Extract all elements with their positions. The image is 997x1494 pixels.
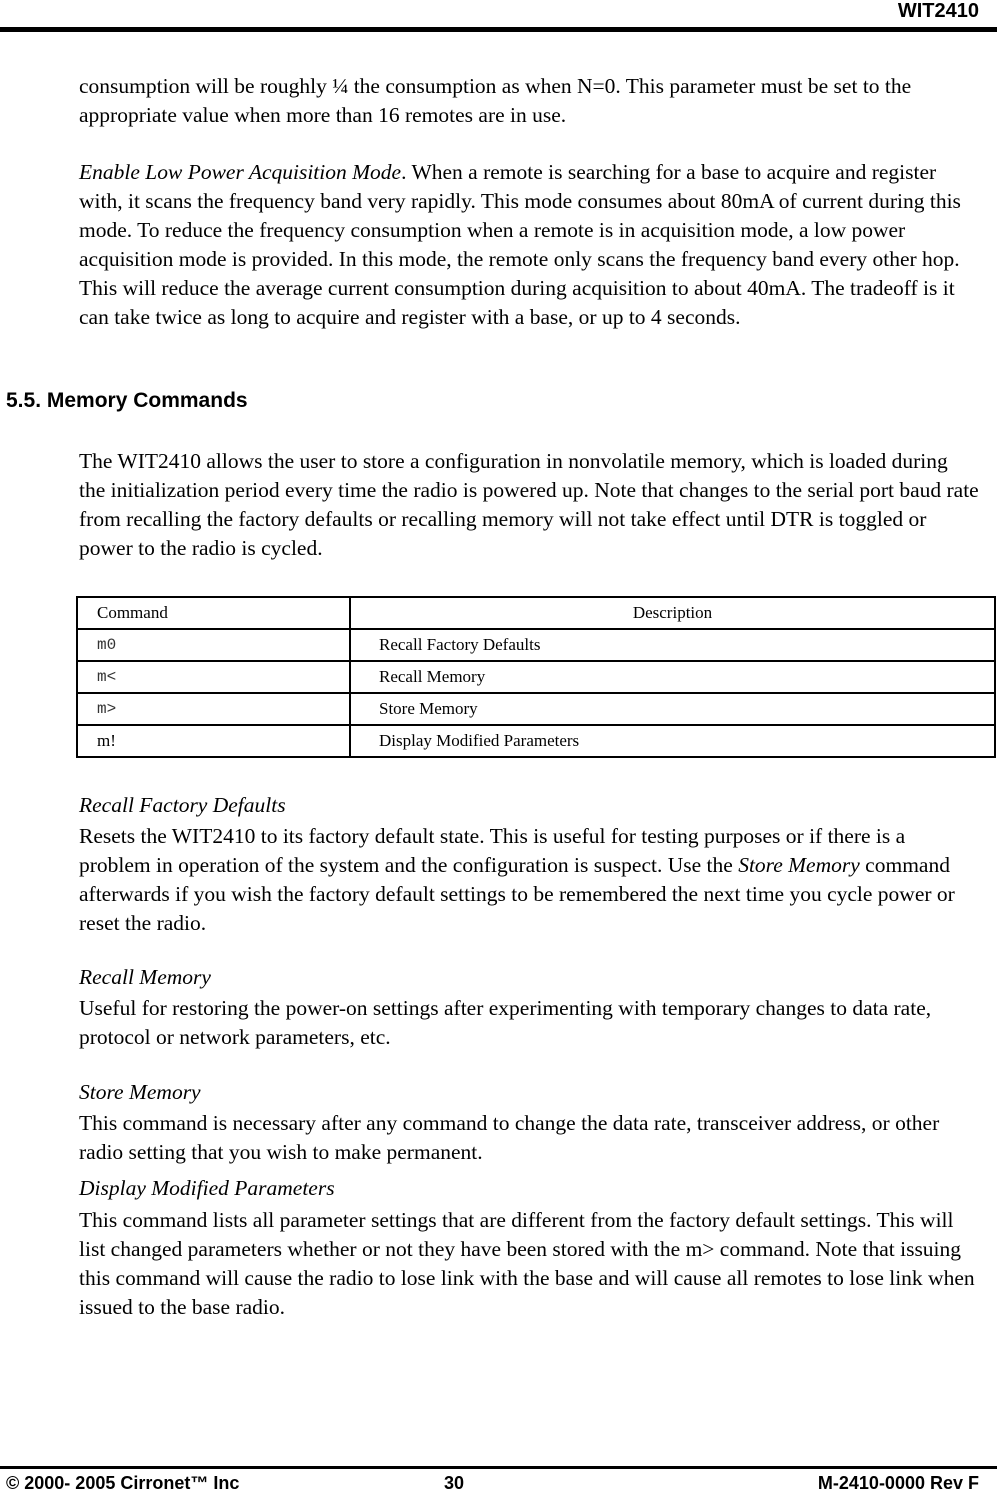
footer-page-number: 30 (444, 1473, 465, 1493)
recall-memory-title: Recall Memory (79, 965, 211, 989)
table-row (77, 693, 995, 725)
low-power-mode-body: . When a remote is searching for a base to acquire and register with, it scans the frequency band very rapidly. This mode consumes about 80mA of current during this mode. To reduce the frequency consumption when a remote is in acquisition mode, a low power acquisition mode is provided. In this mode, the remote only scans the frequency band every other hop. This will reduce the average current consumption during acquisition to about 40mA. The tradeoff is it can take twice as long to acquire and register with a base, or up to 4 seconds. (79, 160, 961, 329)
store-memory-body: This command is necessary after any command to change the data rate, transceiver address, or other radio setting that you wish to make permanent. (79, 1111, 940, 1164)
low-power-mode-title: Enable Low Power Acquisition Mode (79, 160, 402, 184)
table-header-row (77, 597, 995, 629)
table-row (77, 661, 995, 693)
intro-paragraph-2 (79, 158, 979, 332)
description-cell: Display Modified Parameters (350, 725, 995, 757)
store-memory-title: Store Memory (79, 1080, 201, 1104)
command-cell: m! (77, 725, 350, 757)
section-intro: The WIT2410 allows the user to store a configuration in nonvolatile memory, which is loaded during the initialization period every time the radio is powered up. Note that changes to the serial port baud rate from recalling the factory defaults or recalling memory will not take effect until DTR is toggled or power to the radio is cycled. (79, 449, 979, 560)
footer-rule (0, 1466, 997, 1469)
section-heading: 5.5. Memory Commands (6, 389, 248, 412)
description-cell: Recall Factory Defaults (350, 629, 995, 661)
description-cell: Store Memory (350, 693, 995, 725)
recall-defaults-title: Recall Factory Defaults (79, 793, 286, 817)
table-row (77, 629, 995, 661)
footer-doc-id: M-2410-0000 Rev F (817, 1473, 979, 1493)
display-modified-title: Display Modified Parameters (79, 1176, 335, 1200)
command-cell: m> (77, 693, 350, 725)
recall-defaults-body (79, 822, 979, 938)
description-cell: Recall Memory (350, 661, 995, 693)
recall-memory-body: Useful for restoring the power-on settings after experimenting with temporary changes to data rate, protocol or network parameters, etc. (79, 996, 932, 1049)
recall-defaults-text-b: command afterwards if you wish the factory default settings to be remembered the next time you cycle power or reset the radio. (79, 853, 955, 935)
memory-commands-table (76, 596, 996, 758)
footer-copyright: © 2000- 2005 Cirronet™ Inc (6, 1473, 240, 1493)
store-memory-reference: Store Memory (738, 853, 860, 877)
table-header-description: Description (350, 597, 995, 629)
intro-paragraph-1: consumption will be roughly ¼ the consumption as when N=0. This parameter must be set to the appropriate value when more than 16 remotes are in use. (79, 74, 912, 127)
table-header-command: Command (77, 597, 350, 629)
display-modified-body: This command lists all parameter settings that are different from the factory default settings. This will list changed parameters whether or not they have been stored with the m> command. Note that issuing this command will cause the radio to lose link with the base and will cause all remotes to lose link when issued to the base radio. (79, 1208, 975, 1319)
table-row (77, 725, 995, 757)
command-cell: m0 (77, 629, 350, 661)
header-rule (0, 27, 997, 32)
recall-defaults-text-a: Resets the WIT2410 to its factory default state. This is useful for testing purposes or if there is a problem in operation of the system and the configuration is suspect. Use the (79, 824, 906, 877)
command-cell: m< (77, 661, 350, 693)
header-title: WIT2410 (897, 0, 979, 22)
